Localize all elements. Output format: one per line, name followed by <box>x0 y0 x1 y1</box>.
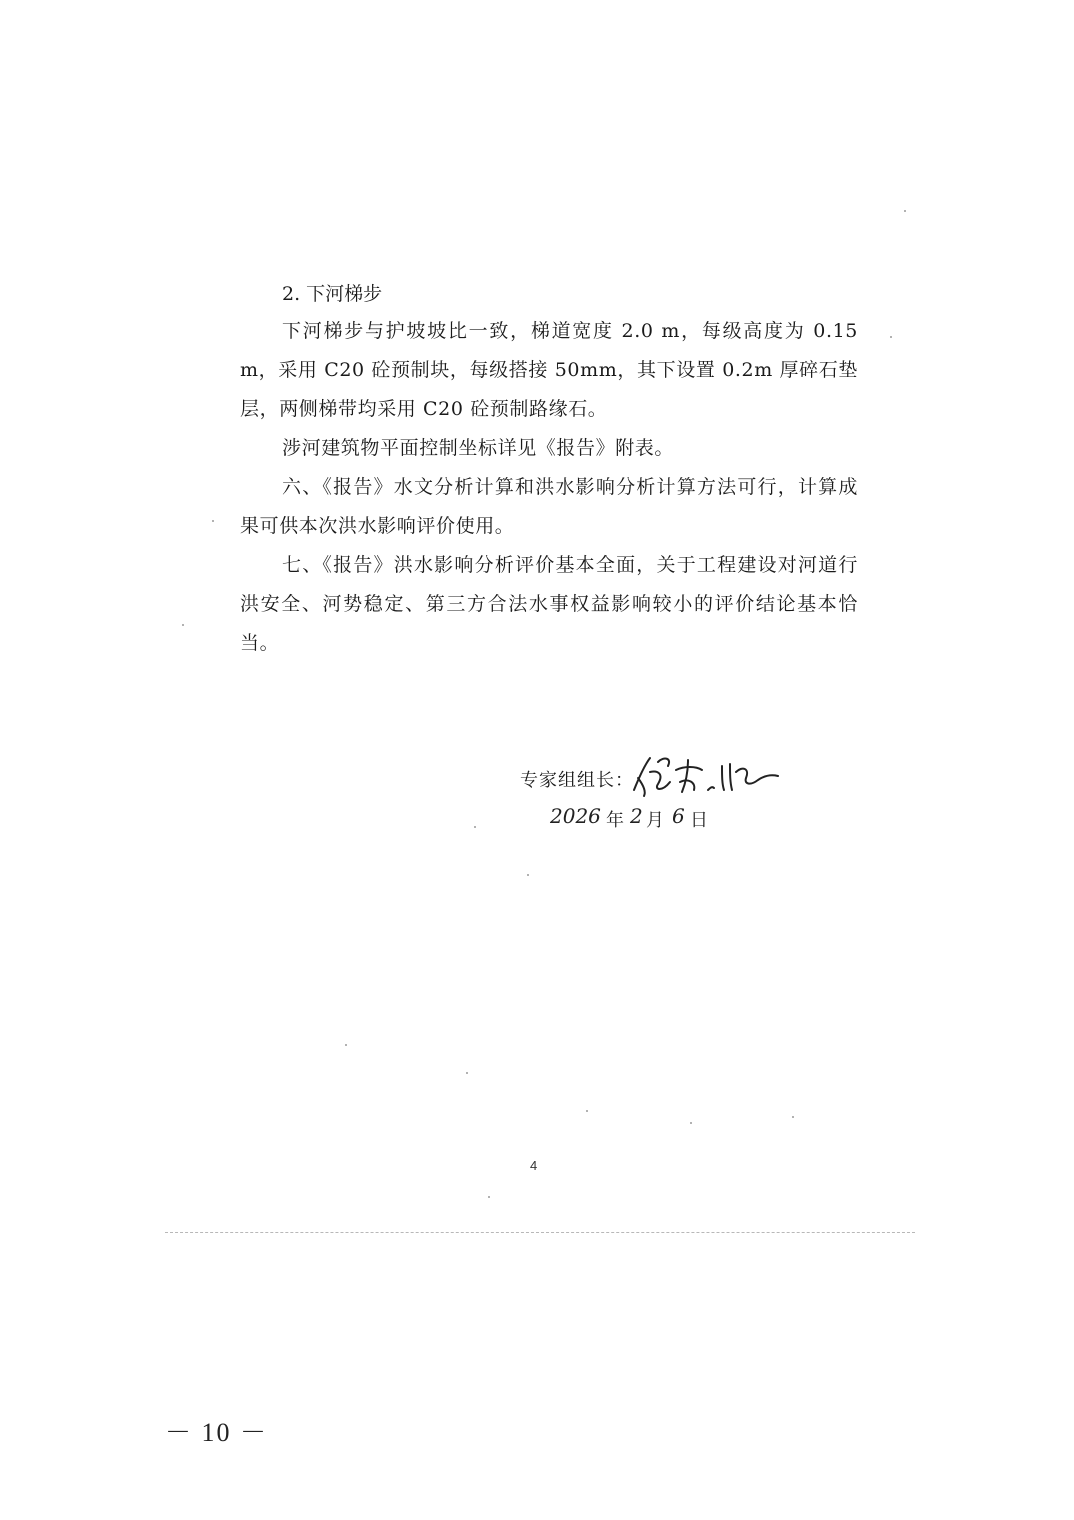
paragraph-item-six: 六、《报告》水文分析计算和洪水影响分析计算方法可行，计算成果可供本次洪水影响评价使用。 <box>240 476 858 537</box>
scan-speck <box>474 826 476 828</box>
scan-speck <box>792 1116 794 1118</box>
scan-speck <box>182 624 184 626</box>
paragraph-coordinates: 涉河建筑物平面控制坐标详见《报告》附表。 <box>282 437 675 459</box>
signoff-label: 专家组组长： <box>520 770 634 791</box>
scan-speck <box>212 520 214 522</box>
page-number: － 10 － <box>165 1418 269 1447</box>
handwritten-signature <box>624 752 784 800</box>
date-year-char: 年 <box>606 810 624 831</box>
date-day: 6 <box>672 804 685 828</box>
inner-page-number: 4 <box>530 1158 538 1173</box>
paragraph-item-seven: 七、《报告》洪水影响分析评价基本全面，关于工程建设对河道行洪安全、河势稳定、第三方合法水事权益影响较小的评价结论基本恰当。 <box>240 554 858 654</box>
section-heading: 2. 下河梯步 <box>282 283 383 305</box>
signoff-block <box>520 752 800 842</box>
scan-speck <box>488 1196 490 1198</box>
scan-speck <box>527 874 529 876</box>
scan-speck <box>345 1044 347 1046</box>
paragraph-stairs: 下河梯步与护坡坡比一致，梯道宽度 2.0 m，每级高度为 0.15m，采用 C20 砼预制块，每级搭接 50mm，其下设置 0.2m 厚碎石垫层，两侧梯带均采用 C20 砼预制路缘石。 <box>240 320 858 420</box>
scan-speck <box>466 1072 468 1074</box>
scan-speck <box>904 210 906 212</box>
document-body <box>240 276 858 663</box>
date-month-char: 月 <box>646 810 664 831</box>
date-day-char: 日 <box>690 810 708 831</box>
scan-speck <box>586 1110 588 1112</box>
handwritten-date <box>550 800 730 836</box>
scan-speck <box>890 336 892 338</box>
date-year: 2026 <box>550 804 601 828</box>
scan-speck <box>690 1122 692 1124</box>
date-month: 2 <box>630 804 643 828</box>
page-divider <box>165 1232 915 1233</box>
